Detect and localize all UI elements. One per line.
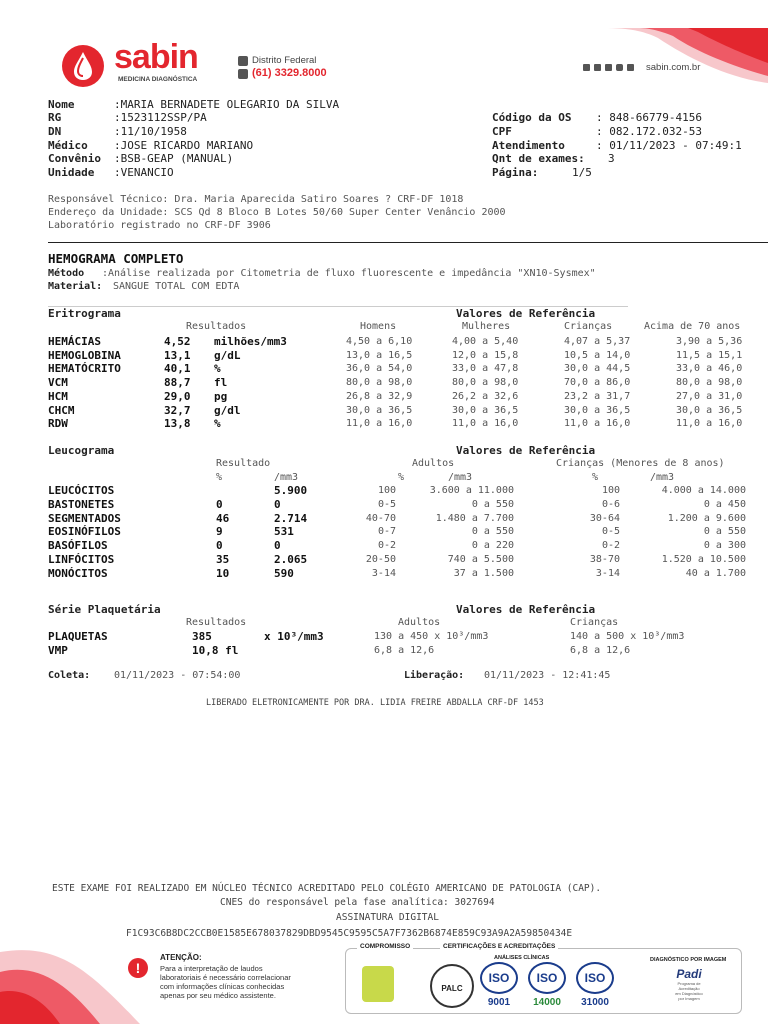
palc-seal-icon: [430, 964, 474, 1008]
row-name: HCM: [48, 389, 68, 403]
row-pct: 10: [216, 566, 230, 580]
plaquetaria-title: Série Plaquetária: [48, 603, 161, 616]
ref-adult-pct: 100: [377, 485, 396, 496]
analises-label: ANÁLISES CLÍNICAS: [494, 955, 550, 961]
row-name: HEMOGLOBINA: [48, 348, 121, 362]
ref-child-pct: 0-2: [601, 540, 620, 552]
row-unit: x 10³/mm3: [264, 630, 324, 643]
brand-subtitle: MEDICINA DIAGNÓSTICA: [118, 76, 198, 83]
nome-label: Nome: [48, 98, 75, 111]
ref-idosos: 3,90 a 5,36: [676, 336, 743, 347]
ref-criancas: 6,8 a 12,6: [570, 644, 631, 656]
qnt-value: 3: [608, 152, 615, 165]
col-header-mm3: /mm3: [650, 472, 675, 483]
location-pin-icon: [238, 56, 248, 66]
iso-circle-icon: ISO: [480, 962, 518, 994]
liberacao-label: Liberação:: [404, 670, 465, 681]
coleta-value: 01/11/2023 - 07:54:00: [114, 670, 241, 681]
atencao-line: Para a interpretação de laudos: [160, 964, 263, 973]
lab-info-line: Endereço da Unidade: SCS Qd 8 Bloco B Lotes 50/60 Super Center Venâncio 2000: [48, 207, 506, 218]
row-name: PLAQUETAS: [48, 630, 108, 643]
ref-mulheres: 33,0 a 47,8: [452, 363, 519, 375]
os-label: Código da OS: [492, 111, 572, 124]
ref-adult-pct: 0-2: [377, 540, 396, 552]
iso-badge: [478, 962, 520, 1008]
row-name: EOSINÓFILOS: [48, 525, 121, 539]
iso-circle-icon: ISO: [576, 962, 614, 994]
ref-child-pct: 30-64: [589, 512, 620, 524]
col-header-resultado: Resultado: [216, 458, 271, 469]
row-name: LINFÓCITOS: [48, 553, 115, 566]
rg-value: :1523112SSP/PA: [114, 111, 207, 124]
row-value: 32,7: [164, 403, 191, 417]
row-value: 385: [192, 630, 212, 643]
row-abs: 590: [274, 566, 294, 580]
row-value: 10,8 fl: [192, 643, 239, 657]
col-header-criancas: Crianças: [564, 321, 613, 332]
signature-hash: F1C93C6B8DC2CCB0E1585E678037829DBD9545C9595C5A7F7362B6874E859C93A9A2A59850434E: [126, 928, 573, 939]
ref-idosos: 11,5 a 15,1: [676, 349, 743, 361]
row-name: LEUCÓCITOS: [48, 484, 115, 497]
compromisso-logo-icon: [362, 966, 394, 1002]
ref-homens: 80,0 a 98,0: [346, 377, 413, 389]
col-header-pct: %: [592, 472, 599, 483]
row-name: VMP: [48, 643, 68, 657]
iso-number: 14000: [533, 997, 561, 1008]
row-name: HEMATÓCRITO: [48, 362, 121, 376]
row-value: 88,7: [164, 376, 191, 390]
cap-statement: ESTE EXAME FOI REALIZADO EM NÚCLEO TÉCNICO ACREDITADO PELO COLÉGIO AMERICANO DE PATOLOGIA (CAP).: [52, 883, 602, 894]
ref-child-abs: 4.000 a 14.000: [661, 485, 746, 496]
cnes-statement: CNES do responsável pela fase analítica: 3027694: [220, 897, 495, 908]
col-header-resultados: Resultados: [186, 617, 247, 628]
ref-adult-abs: 1.480 a 7.700: [435, 512, 514, 524]
atencao-line: laboratoriais é necessário correlacionar: [160, 973, 291, 982]
row-unit: g/dL: [214, 348, 241, 362]
ref-child-abs: 40 a 1.700: [685, 567, 746, 579]
ref-adult-abs: 3.600 a 11.000: [429, 485, 514, 496]
ref-mulheres: 30,0 a 36,5: [452, 404, 519, 416]
pagina-value: 1/5: [572, 166, 592, 179]
lab-info-line: Laboratório registrado no CRF-DF 3906: [48, 220, 271, 231]
ref-criancas: 4,07 a 5,37: [564, 336, 631, 347]
liberacao-value: 01/11/2023 - 12:41:45: [484, 670, 611, 681]
ref-child-abs: 0 a 450: [703, 498, 746, 510]
ref-adult-abs: 0 a 550: [471, 498, 514, 510]
os-value: : 848-66779-4156: [596, 111, 702, 124]
row-name: VCM: [48, 376, 68, 390]
ref-idosos: 33,0 a 46,0: [676, 363, 743, 375]
ref-adultos: 6,8 a 12,6: [374, 644, 435, 656]
ref-adult-abs: 740 a 5.500: [447, 554, 514, 565]
col-header-idosos: Acima de 70 anos: [644, 321, 741, 332]
ref-adult-abs: 37 a 1.500: [453, 567, 514, 579]
ref-child-pct: 3-14: [595, 567, 620, 579]
row-unit: pg: [214, 389, 228, 403]
row-value: 40,1: [164, 362, 191, 376]
ref-adult-pct: 20-50: [365, 554, 396, 565]
ref-child-abs: 1.520 a 10.500: [661, 554, 746, 565]
col-header-pct: %: [398, 472, 405, 483]
ref-adult-pct: 0-5: [377, 498, 396, 510]
ref-criancas: 70,0 a 86,0: [564, 377, 631, 389]
padi-logo-icon: [672, 967, 706, 1005]
warning-icon: !: [128, 958, 148, 978]
ref-idosos: 11,0 a 16,0: [676, 418, 743, 430]
linkedin-icon[interactable]: [583, 64, 590, 71]
row-value: 4,52: [164, 335, 191, 348]
ref-criancas: 30,0 a 44,5: [564, 363, 631, 375]
col-header-adultos: Adultos: [412, 458, 455, 469]
location-text: Distrito Federal: [252, 55, 317, 66]
col-header-mm3: /mm3: [448, 472, 473, 483]
phone-number: (61) 3329.8000: [252, 67, 327, 79]
padi-label: Padi: [676, 967, 702, 981]
atencao-line: apenas por seu médico assistente.: [160, 991, 276, 1000]
ref-adult-pct: 40-70: [365, 512, 396, 524]
col-header-pct: %: [216, 472, 223, 483]
ref-criancas: 140 a 500 x 10³/mm3: [570, 631, 685, 642]
convenio-value: :BSB-GEAP (MANUAL): [114, 152, 234, 165]
ref-criancas: 10,5 a 14,0: [564, 349, 631, 361]
ref-idosos: 80,0 a 98,0: [676, 377, 743, 389]
ref-adult-pct: 3-14: [371, 567, 396, 579]
phone-icon: [238, 69, 248, 79]
ref-child-pct: 100: [601, 485, 620, 496]
ref-mulheres: 11,0 a 16,0: [452, 418, 519, 430]
medico-value: :JOSE RICARDO MARIANO: [114, 139, 254, 152]
ref-child-pct: 0-5: [601, 526, 620, 538]
row-abs: 2.065: [274, 553, 308, 566]
row-pct: 0: [216, 539, 223, 553]
metodo-label: Método: [48, 268, 85, 279]
exam-title: HEMOGRAMA COMPLETO: [48, 251, 184, 266]
qnt-label: Qnt de exames:: [492, 152, 585, 165]
row-abs: 0: [274, 539, 281, 553]
ref-mulheres: 26,2 a 32,6: [452, 390, 519, 402]
ref-adult-abs: 0 a 220: [471, 540, 514, 552]
ref-homens: 13,0 a 16,5: [346, 349, 413, 361]
nome-value: :MARIA BERNADETE OLEGARIO DA SILVA: [114, 98, 340, 111]
dn-value: :11/10/1958: [114, 125, 187, 138]
col-header-resultados: Resultados: [186, 321, 247, 332]
instagram-icon[interactable]: [616, 64, 623, 71]
section-divider: [48, 242, 768, 243]
medico-label: Médico: [48, 139, 88, 152]
row-unit: %: [214, 417, 221, 431]
cpf-label: CPF: [492, 125, 512, 138]
atencao-line: com informações clínicas conhecidas: [160, 982, 285, 991]
dn-label: DN: [48, 125, 62, 138]
ref-adult-pct: 0-7: [377, 526, 396, 538]
unidade-value: :VENANCIO: [114, 166, 174, 179]
plaquetaria-ref-title: Valores de Referência: [456, 603, 596, 616]
facebook-icon[interactable]: [605, 64, 612, 71]
lab-info-line: Responsável Técnico: Dra. Maria Aparecida Satiro Soares ? CRF-DF 1018: [48, 194, 464, 205]
ref-homens: 11,0 a 16,0: [346, 418, 413, 430]
row-pct: 0: [216, 497, 223, 511]
rg-label: RG: [48, 111, 62, 124]
row-abs: 531: [274, 525, 294, 539]
col-header-criancas: Crianças (Menores de 8 anos): [556, 458, 725, 469]
site-link[interactable]: sabin.com.br: [646, 62, 701, 73]
eritrograma-title: Eritrograma: [48, 307, 121, 320]
ref-mulheres: 4,00 a 5,40: [452, 336, 519, 347]
header-wave-decoration: [598, 28, 768, 83]
row-pct: 35: [216, 553, 230, 566]
ref-criancas: 23,2 a 31,7: [564, 390, 631, 402]
ref-child-abs: 1.200 a 9.600: [667, 512, 746, 524]
convenio-label: Convênio: [48, 152, 101, 165]
ref-criancas: 30,0 a 36,5: [564, 404, 631, 416]
unidade-label: Unidade: [48, 166, 95, 179]
palc-label: PALC: [441, 984, 463, 993]
row-name: BASÓFILOS: [48, 539, 108, 553]
assinatura-label: ASSINATURA DIGITAL: [336, 912, 439, 923]
material-value: SANGUE TOTAL COM EDTA: [113, 281, 240, 292]
atencao-title: ATENÇÃO:: [160, 953, 202, 962]
ref-child-pct: 38-70: [589, 554, 620, 565]
ref-child-abs: 0 a 550: [703, 526, 746, 538]
row-abs: 2.714: [274, 511, 308, 525]
iso-number: 9001: [487, 997, 511, 1008]
row-unit: milhões/mm3: [214, 335, 287, 348]
coleta-label: Coleta:: [48, 670, 91, 681]
row-pct: 9: [216, 525, 223, 539]
play-icon[interactable]: [627, 64, 634, 71]
row-name: MONÓCITOS: [48, 566, 108, 580]
iso-number: 31000: [581, 997, 609, 1008]
ref-child-abs: 0 a 300: [703, 540, 746, 552]
material-label: Material:: [48, 281, 103, 292]
certificacoes-label: CERTIFICAÇÕES E ACREDITAÇÕES: [440, 943, 558, 950]
ref-homens: 26,8 a 32,9: [346, 390, 413, 402]
row-name: HEMÁCIAS: [48, 335, 101, 348]
row-value: 13,8: [164, 417, 191, 431]
col-header-adultos: Adultos: [398, 617, 441, 628]
ref-mulheres: 80,0 a 98,0: [452, 377, 519, 389]
ref-criancas: 11,0 a 16,0: [564, 418, 631, 430]
youtube-icon[interactable]: [594, 64, 601, 71]
ref-idosos: 30,0 a 36,5: [676, 404, 743, 416]
col-header-mm3: /mm3: [274, 472, 299, 483]
row-name: RDW: [48, 417, 68, 431]
ref-idosos: 27,0 a 31,0: [676, 390, 743, 402]
liberado-por: LIBERADO ELETRONICAMENTE POR DRA. LIDIA FREIRE ABDALLA CRF-DF 1453: [206, 698, 544, 708]
leucograma-title: Leucograma: [48, 444, 115, 457]
ref-adult-abs: 0 a 550: [471, 526, 514, 538]
row-pct: 46: [216, 511, 230, 525]
atendimento-value: : 01/11/2023 - 07:49:1: [596, 139, 742, 152]
diag-label: DIAGNÓSTICO POR IMAGEM: [650, 957, 727, 963]
sabin-drop-icon: [58, 42, 108, 88]
row-name: BASTONETES: [48, 497, 115, 511]
ref-child-pct: 0-6: [601, 498, 620, 510]
row-name: CHCM: [48, 403, 75, 417]
ref-homens: 36,0 a 54,0: [346, 363, 413, 375]
iso-badge: [574, 962, 616, 1008]
pagina-label: Página:: [492, 166, 539, 179]
leucograma-ref-title: Valores de Referência: [456, 444, 596, 457]
col-header-homens: Homens: [360, 321, 397, 332]
cpf-value: : 082.172.032-53: [596, 125, 702, 138]
padi-sub: Programa de: [677, 981, 701, 986]
row-value: 13,1: [164, 348, 191, 362]
iso-circle-icon: ISO: [528, 962, 566, 994]
row-abs: 5.900: [274, 484, 308, 497]
row-value: 29,0: [164, 389, 191, 403]
col-header-mulheres: Mulheres: [462, 321, 511, 332]
ref-homens: 30,0 a 36,5: [346, 404, 413, 416]
row-unit: %: [214, 362, 221, 376]
row-name: SEGMENTADOS: [48, 511, 121, 525]
brand-name: sabin: [114, 38, 198, 76]
metodo-value: :Análise realizada por Citometria de fluxo fluorescente e impedância "XN10-Sysmex": [102, 268, 596, 279]
row-unit: g/dl: [214, 403, 241, 417]
padi-sub: por Imagem: [678, 996, 700, 1001]
ref-homens: 4,50 a 6,10: [346, 336, 413, 347]
atendimento-label: Atendimento: [492, 139, 565, 152]
row-unit: fl: [214, 376, 228, 390]
col-header-criancas: Crianças: [570, 617, 619, 628]
row-abs: 0: [274, 497, 281, 511]
eritrograma-ref-title: Valores de Referência: [456, 307, 596, 320]
padi-sub: Acreditação: [678, 986, 700, 991]
compromisso-label: COMPROMISSO: [357, 943, 413, 950]
ref-mulheres: 12,0 a 15,8: [452, 349, 519, 361]
ref-adultos: 130 a 450 x 10³/mm3: [374, 631, 489, 642]
padi-sub: em Diagnóstico: [675, 991, 703, 996]
iso-badge: [526, 962, 568, 1008]
